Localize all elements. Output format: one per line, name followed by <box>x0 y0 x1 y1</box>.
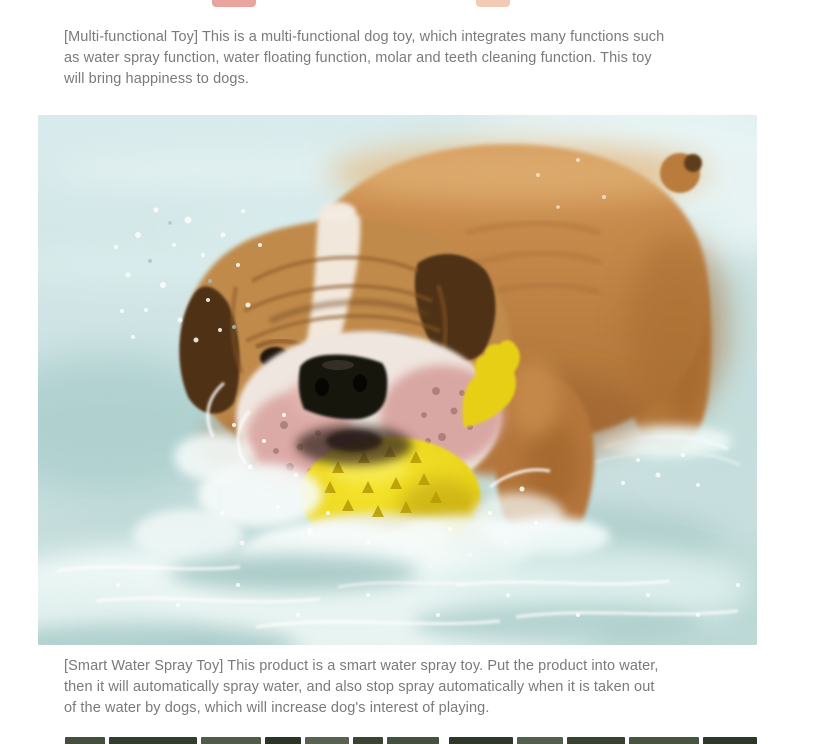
cropped-content-block <box>517 737 563 744</box>
cropped-content-block <box>703 737 757 744</box>
cropped-image-bottom-fragment <box>65 737 757 744</box>
cropped-content-block <box>353 737 383 744</box>
text-line: [Multi-functional Toy] This is a multi-functional dog toy, which integrates many functions such <box>64 29 665 45</box>
cropped-content-block <box>305 737 349 744</box>
cropped-content-block <box>201 737 261 744</box>
cropped-content-block <box>567 737 625 744</box>
text-line: then it will automatically spray water, and also stop spray automatically when it is taken out <box>64 679 655 695</box>
cropped-content-block <box>265 737 301 744</box>
dog-photo-illustration <box>38 115 757 645</box>
cropped-content-block <box>387 737 439 744</box>
cropped-content-block <box>629 737 699 744</box>
cropped-content-block <box>449 737 513 744</box>
text-line: will bring happiness to dogs. <box>64 71 250 87</box>
product-photo-dog-in-water <box>38 115 757 645</box>
text-line: of the water by dogs, which will increase dog's interest of playing. <box>64 700 490 716</box>
smart-water-spray-toy-description <box>64 656 659 719</box>
text-line: as water spray function, water floating function, molar and teeth cleaning function. This toy <box>64 50 652 66</box>
text-line: [Smart Water Spray Toy] This product is a smart water spray toy. Put the product into water, <box>64 658 659 674</box>
cropped-content-block <box>65 737 105 744</box>
cropped-content-mark <box>212 0 256 7</box>
cropped-content-block <box>109 737 197 744</box>
cropped-content-mark <box>476 0 510 7</box>
multi-functional-toy-description <box>64 27 664 90</box>
